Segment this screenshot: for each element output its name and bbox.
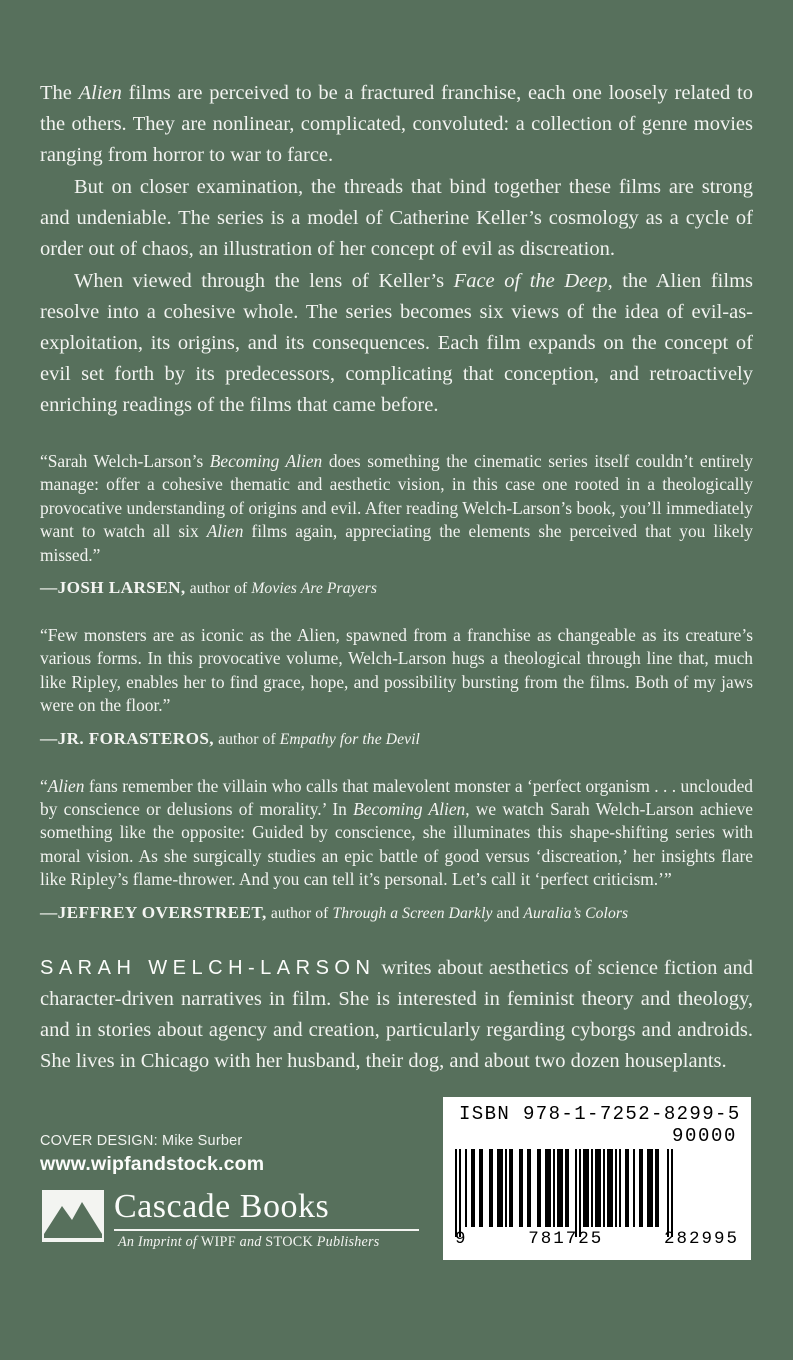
blurb-attribution — [40, 578, 753, 598]
blurb-item — [40, 624, 753, 749]
blurb-attribution-name: —JOSH LARSEN, — [40, 578, 186, 598]
blurb-attribution-role: author of Through a Screen Darkly and Auralia’s Colors — [270, 904, 629, 922]
isbn-text: ISBN 978-1-7252-8299-5 — [459, 1103, 741, 1125]
blurb-text: “Few monsters are as iconic as the Alien, spawned from a franchise as changeable as its creature’s various forms. In this provocative volume, Welch-Larson hugs a theological through line that, much like Ripley, enables her to find grace, hope, and possibility bursting from the films. Both of my jaws were on the floor.” — [40, 625, 753, 716]
tagline-pre: An Imprint of — [118, 1234, 201, 1250]
ean-digits-right: 282995 — [663, 1229, 739, 1249]
cover-content — [40, 78, 753, 1077]
tagline-stock: STOCK — [265, 1234, 314, 1250]
cover-design-credit: COVER DESIGN: Mike Surber — [40, 1133, 243, 1149]
mountain-icon — [42, 1190, 104, 1242]
blurb-attribution — [40, 729, 753, 749]
blurb-text: “Alien fans remember the villain who calls that malevolent monster a ‘perfect organism . . . unclouded by conscience or delusions of morality.’ In Becoming Alien, we watch Sarah Welch-Larson achieve something like the opposite: Guided by conscience, she illuminates this shape-shifting series with moral vision. As she surgically studies an epic battle of good versus ‘discreation,’ her insights flare like Ripley’s flame-thrower. And you can tell it’s personal. Let’s call it ‘perfect criticism.’” — [40, 775, 753, 890]
author-name: SARAH WELCH-LARSON — [40, 956, 376, 979]
barcode-digits — [455, 1229, 739, 1249]
description-paragraph-1: The Alien films are perceived to be a fractured franchise, each one loosely related to the others. They are nonlinear, complicated, convoluted: a collection of genre movies ranging from horror to war to farce. — [40, 82, 753, 166]
price-code: 90000 — [671, 1125, 737, 1147]
barcode-bars — [455, 1149, 739, 1237]
blurb-text: “Sarah Welch-Larson’s Becoming Alien does something the cinematic series itself couldn’t entirely manage: offer a cohesive thematic and aesthetic vision, in this case one rooted in a theologically provocative understanding of origins and evil. After reading Welch-Larson’s book, you’ll immediately want to watch all six Alien films again, appreciating the elements she perceived that you likely missed.” — [40, 451, 753, 565]
blurb-item — [40, 775, 753, 923]
tagline-post: Publishers — [313, 1234, 380, 1250]
publisher-tagline — [118, 1234, 380, 1251]
logo-divider — [114, 1229, 419, 1231]
barcode-block — [443, 1097, 751, 1260]
blurb-list — [40, 450, 753, 923]
cover-footer — [40, 1133, 460, 1176]
publisher-website[interactable]: www.wipfandstock.com — [40, 1153, 265, 1175]
publisher-name: Cascade Books — [114, 1188, 330, 1225]
blurb-attribution-name: —JEFFREY OVERSTREET, — [40, 902, 267, 922]
blurb-attribution-role: author of Movies Are Prayers — [189, 580, 377, 598]
blurb-attribution — [40, 903, 753, 923]
author-bio-text: writes about aesthetics of science fiction and character-driven narratives in film. She is interested in feminist theory and theology, and in stories about agency and creation, particularly regarding cyborgs and androids. She lives in Chicago with her husband, their dog, and about two dozen houseplants. — [40, 956, 753, 1072]
publisher-logo — [42, 1188, 387, 1260]
blurb-attribution-name: —JR. FORASTEROS, — [40, 728, 215, 748]
blurb-attribution-role: author of Empathy for the Devil — [218, 730, 420, 748]
description-paragraph-3: When viewed through the lens of Keller’s Face of the Deep, the Alien films resolve into a cohesive whole. The series becomes six views of the idea of evil-as-exploitation, its origins, and its consequences. Each film expands on the concept of evil set forth by its predecessors, complicating that conception, and retroactively enriching readings of the films that came before. — [40, 270, 753, 416]
tagline-and: and — [235, 1234, 266, 1250]
blurb-item — [40, 450, 753, 598]
tagline-wipf: WIPF — [200, 1234, 236, 1250]
description-paragraph-2: But on closer examination, the threads that bind together these films are strong and undeniable. The series is a model of Catherine Keller’s cosmology as a cycle of order out of chaos, an illustration of her concept of evil as discreation. — [40, 176, 753, 260]
author-bio — [40, 953, 753, 1077]
ean-digits-mid: 781725 — [528, 1229, 604, 1249]
ean-digit-left: 9 — [455, 1229, 468, 1249]
